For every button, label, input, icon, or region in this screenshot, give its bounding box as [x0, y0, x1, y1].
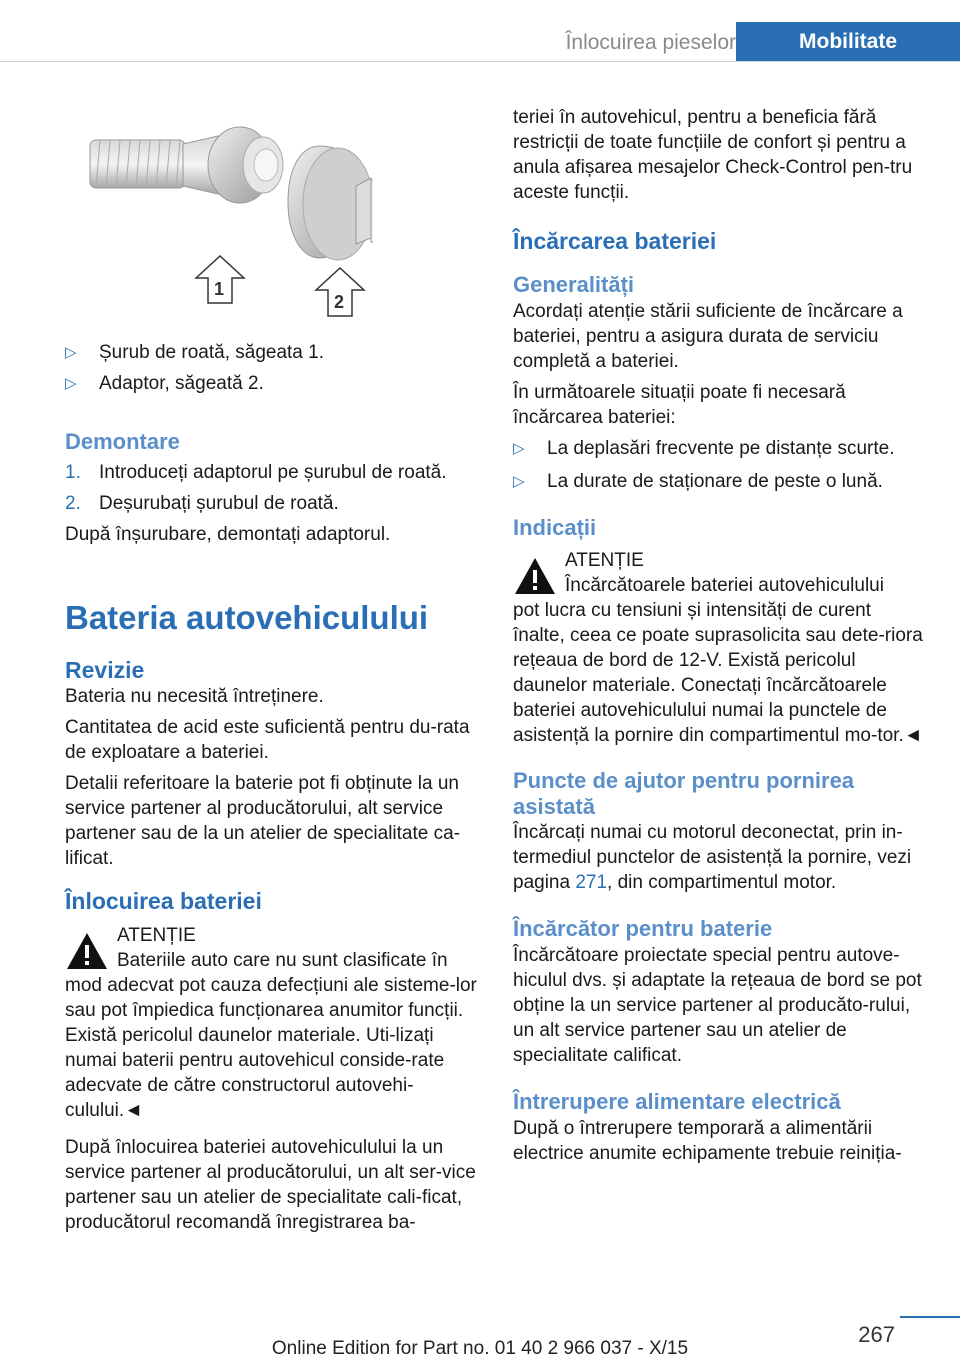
adapter-shape [288, 146, 373, 268]
paragraph: După o întrerupere temporară a alimentării electrice anumite echipamente trebuie reiniția- [513, 1118, 902, 1164]
triangle-bullet-icon: ▷ [513, 440, 525, 457]
heading-incarcare: Încărcarea bateriei [513, 228, 717, 254]
warning-text: pot lucra cu tensiuni și intensități de curent înalte, ceea ce poate suprasolicita sau dete-riora rețeaua de bord de 12-V. Există pericolul daunelor materiale. Conectați încărcătoarele bateriei autovehiculului numai la punctele de asistență la pornire din compartimentul mo-tor.◄ [513, 600, 923, 746]
page-link[interactable]: 271 [575, 872, 608, 893]
page-header [0, 0, 960, 62]
bullet-list [513, 436, 928, 494]
list-item: ▷ Șurub de roată, săgeata 1. [65, 342, 324, 363]
heading-intrerupere: Întrerupere alimentare electrică [513, 1089, 841, 1114]
arrow-1-icon [196, 256, 244, 303]
edition-footer: Online Edition for Part no. 01 40 2 966 037 - X/15 [271, 1338, 689, 1359]
heading-generalitati: Generalități [513, 272, 635, 297]
triangle-bullet-icon: ▷ [65, 344, 77, 361]
warning-icon [513, 556, 557, 596]
page-number: 267 [858, 1322, 895, 1347]
warning-title: ATENȚIE [565, 550, 644, 571]
list-item: ▷ La deplasări frecvente pe distanțe scurte. [513, 438, 895, 459]
footer-accent [900, 1316, 960, 1318]
paragraph: Încărcați numai cu motorul deconectat, prin in-termediul punctelor de asistență la pornire, vezi pagina 271, din compartimentul motor. [513, 822, 912, 893]
paragraph: După înlocuirea bateriei autovehiculului la un service partener al producătorului, un alt ser-vice partener sau un atelier de specialitate cali-ficat, producătorul recomandă înregistrarea ba- [65, 1137, 476, 1233]
paragraph: În următoarele situații poate fi necesară încărcarea bateriei: [513, 382, 846, 428]
wheel-bolt-illustration [88, 118, 373, 323]
header-divider [0, 61, 960, 62]
list-item: ▷ La durate de staționare de peste o lună. [513, 471, 883, 492]
section-tab[interactable]: Mobilitate [736, 22, 960, 62]
list-item: 1. Introduceți adaptorul pe șurubul de roată. [65, 462, 447, 483]
paragraph: Cantitatea de acid este suficientă pentru du-rata de exploatare a bateriei. [65, 717, 470, 763]
steps-list [65, 460, 480, 516]
list-item: ▷ Adaptor, săgeată 2. [65, 373, 264, 394]
svg-text:1: 1 [214, 279, 225, 299]
figure-legend [65, 340, 480, 402]
warning-box [65, 923, 480, 1123]
heading-revizie: Revizie [65, 657, 145, 683]
heading-inlocuire: Înlocuirea bateriei [65, 888, 262, 914]
heading-puncte: Puncte de ajutor pentru pornirea asistată [513, 768, 855, 819]
heading-demontare: Demontare [65, 429, 180, 454]
svg-text:2: 2 [334, 292, 345, 312]
list-item: 2. Deșurubați șurubul de roată. [65, 493, 339, 514]
arrow-2-icon [316, 268, 364, 316]
heading-bateria: Bateria autovehiculului [65, 599, 429, 636]
paragraph: Acordați atenție stării suficiente de încărcare a bateriei, pentru a asigura durata de serviciu completă a bateriei. [513, 301, 903, 372]
warning-text-first: Încărcătoarele bateriei autovehiculului [565, 575, 884, 596]
heading-incarcator: Încărcător pentru baterie [513, 916, 773, 941]
triangle-bullet-icon: ▷ [65, 375, 77, 392]
warning-title: ATENȚIE [117, 925, 196, 946]
triangle-bullet-icon: ▷ [513, 473, 525, 490]
paragraph: Detalii referitoare la baterie pot fi obținute la un service partener al producătorului, alt service partener sau de la un atelier de specialitate ca-lificat. [65, 773, 461, 869]
warning-icon [65, 931, 109, 971]
warning-text: mod adecvat pot cauza defecțiuni ale sisteme-lor sau pot împiedica funcționarea anumitor funcții. Există pericolul daunelor materiale. Uti-lizați numai baterii pentru autovehicul conside-rate adecvate de către constructorul autovehi-culului.◄ [65, 975, 477, 1121]
paragraph: Bateria nu necesită întreținere. [65, 686, 324, 707]
warning-text-first: Bateriile auto care nu sunt clasificate în [117, 950, 448, 971]
heading-indicatii: Indicații [513, 515, 597, 540]
wheel-bolt-shape [90, 127, 283, 203]
paragraph: După înșurubare, demontați adaptorul. [65, 524, 391, 545]
paragraph: teriei în autovehicul, pentru a beneficia fără restricții de toate funcțiile de confort și pentru a anula afișarea mesajelor Check-Control pen-tru aceste funcții. [513, 107, 913, 203]
paragraph: Încărcătoare proiectate special pentru autove-hiculul dvs. și adaptate la rețeaua de bord se pot obține la un service partener al producăto-rului, un alt service partener sau un atelier de specialitate calificat. [513, 945, 922, 1066]
warning-box [513, 548, 928, 748]
breadcrumb[interactable]: Înlocuirea pieselor [565, 31, 736, 54]
